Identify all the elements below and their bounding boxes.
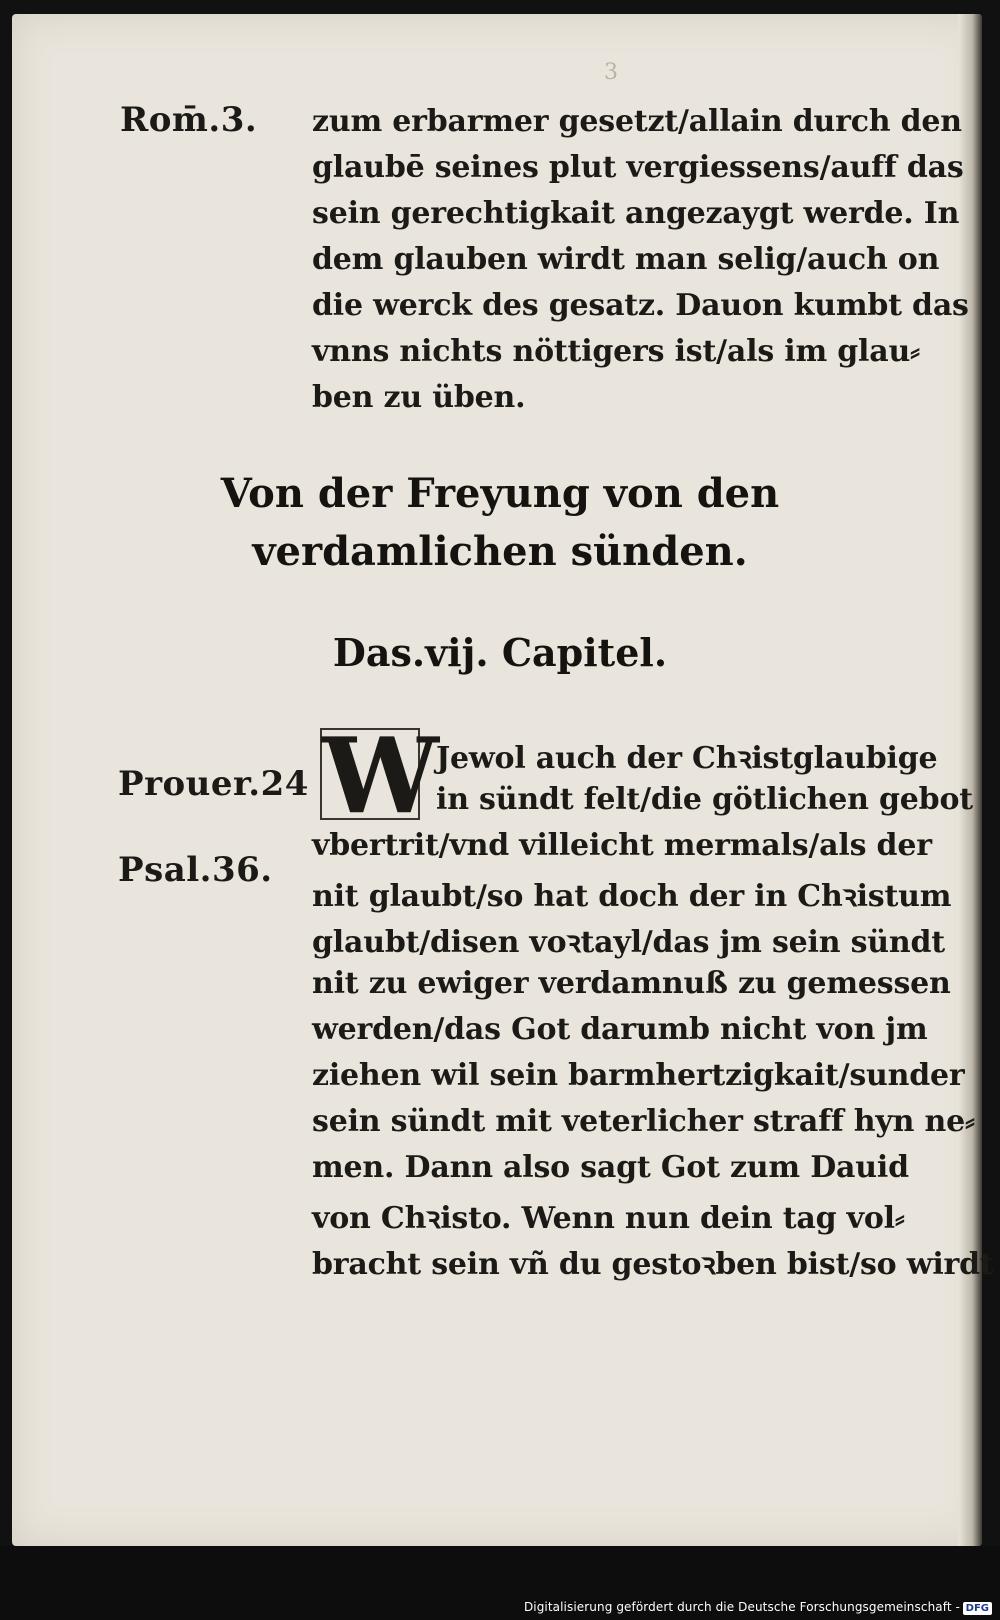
text-line: nit glaubt/so hat doch der in Chꝛistum bbox=[312, 879, 952, 914]
dfg-logo: DFG bbox=[963, 1602, 992, 1615]
text-line: ziehen wil sein barmhertzigkait/sunder bbox=[312, 1058, 965, 1093]
text-line: sein sündt mit veterlicher straff hyn ne⸗ bbox=[312, 1104, 975, 1139]
text-line: men. Dann also sagt Got zum Dauid bbox=[312, 1150, 909, 1185]
text-line: dem glauben wirdt man selig/auch on bbox=[312, 242, 940, 277]
text-line: bracht sein vñ du gestoꝛben bist/so wirdt bbox=[312, 1247, 994, 1282]
section-heading-line-2: verdamlichen sünden. bbox=[252, 528, 748, 575]
text-line: in sündt felt/die götlichen gebot bbox=[436, 782, 973, 817]
signature-mark: 3 bbox=[604, 60, 618, 85]
section-heading-line-1: Von der Freyung von den bbox=[220, 470, 780, 517]
text-line: glaubē seines plut vergiessens/auff das bbox=[312, 150, 964, 185]
decorated-initial: W bbox=[322, 714, 439, 837]
text-line: nit zu ewiger verdamnuß zu gemessen bbox=[312, 966, 951, 1001]
text-line: vbertrit/vnd villeicht mermals/als der bbox=[312, 828, 932, 863]
text-line: die werck des gesatz. Dauon kumbt das bbox=[312, 288, 969, 323]
text-line: zum erbarmer gesetzt/allain durch den bbox=[312, 104, 962, 139]
margin-note-psal: Psal.36. bbox=[118, 850, 273, 890]
text-line: Jewol auch der Chꝛistglaubige bbox=[436, 741, 938, 776]
page-edge bbox=[958, 14, 982, 1546]
text-line: werden/das Got darumb nicht von jm bbox=[312, 1012, 928, 1047]
footer-credit: Digitalisierung gefördert durch die Deutsche Forschungsgemeinschaft - bbox=[523, 1600, 960, 1614]
chapter-title: Das.vij. Capitel. bbox=[332, 630, 668, 675]
text-line: sein gerechtigkait angezaygt werde. In bbox=[312, 196, 960, 231]
text-line: vnns nichts nöttigers ist/als im glau⸗ bbox=[312, 334, 920, 369]
text-line: von Chꝛisto. Wenn nun dein tag vol⸗ bbox=[312, 1201, 905, 1236]
footer-bar bbox=[0, 1546, 1000, 1620]
text-line: ben zu üben. bbox=[312, 380, 526, 415]
margin-note-prouer: Prouer.24 bbox=[118, 764, 309, 804]
margin-note-rom: Rom̄.3. bbox=[120, 100, 258, 140]
text-line: glaubt/disen voꝛtayl/das jm sein sündt bbox=[312, 925, 945, 960]
